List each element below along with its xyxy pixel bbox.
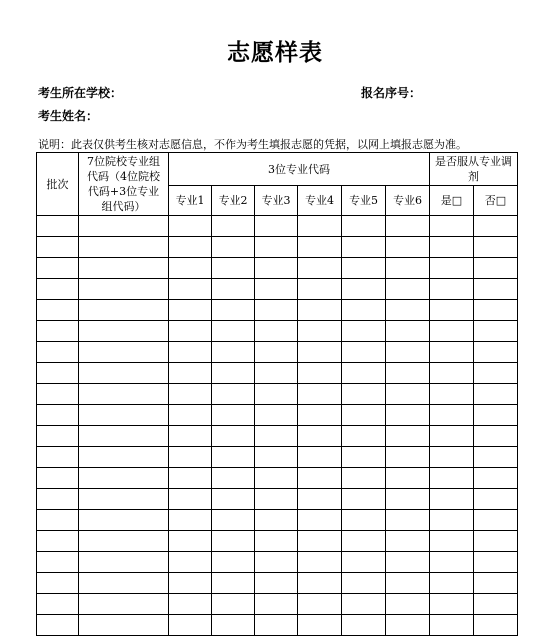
- table-cell: [386, 363, 430, 384]
- table-cell: [342, 468, 386, 489]
- table-cell: [474, 384, 518, 405]
- table-cell: [37, 426, 79, 447]
- table-cell: [79, 447, 169, 468]
- table-cell: [474, 447, 518, 468]
- table-cell: [430, 384, 474, 405]
- table-cell: [298, 573, 342, 594]
- table-cell: [298, 405, 342, 426]
- table-cell: [255, 279, 298, 300]
- table-cell: [474, 216, 518, 237]
- table-cell: [79, 300, 169, 321]
- table-cell: [212, 489, 255, 510]
- table-cell: [298, 216, 342, 237]
- table-row: [37, 363, 518, 384]
- table-cell: [37, 552, 79, 573]
- table-cell: [474, 552, 518, 573]
- registration-number-label: 报名序号：: [361, 86, 422, 100]
- table-cell: [342, 279, 386, 300]
- table-cell: [255, 594, 298, 615]
- table-cell: [255, 363, 298, 384]
- table-cell: [255, 573, 298, 594]
- table-cell: [474, 615, 518, 636]
- table-cell: [342, 258, 386, 279]
- table-cell: [169, 447, 212, 468]
- table-cell: [342, 405, 386, 426]
- table-cell: [79, 384, 169, 405]
- table-cell: [79, 489, 169, 510]
- major-code-header: 3位专业代码: [169, 153, 430, 186]
- table-cell: [212, 405, 255, 426]
- table-cell: [342, 615, 386, 636]
- table-cell: [386, 489, 430, 510]
- table-row: [37, 468, 518, 489]
- table-cell: [169, 615, 212, 636]
- table-cell: [298, 510, 342, 531]
- table-cell: [430, 342, 474, 363]
- table-row: [37, 573, 518, 594]
- table-cell: [342, 216, 386, 237]
- table-cell: [169, 321, 212, 342]
- table-cell: [474, 468, 518, 489]
- table-cell: [37, 216, 79, 237]
- student-name-label: 考生姓名：: [38, 109, 99, 123]
- table-row: [37, 405, 518, 426]
- table-cell: [386, 552, 430, 573]
- table-cell: [212, 279, 255, 300]
- table-cell: [212, 321, 255, 342]
- table-cell: [79, 531, 169, 552]
- table-cell: [342, 342, 386, 363]
- major-6-header: 专业6: [386, 186, 430, 216]
- table-cell: [430, 258, 474, 279]
- table-cell: [474, 573, 518, 594]
- table-cell: [37, 531, 79, 552]
- table-cell: [79, 426, 169, 447]
- table-cell: [298, 615, 342, 636]
- table-cell: [212, 615, 255, 636]
- table-cell: [255, 426, 298, 447]
- table-cell: [430, 468, 474, 489]
- table-cell: [298, 363, 342, 384]
- table-cell: [79, 363, 169, 384]
- table-cell: [298, 321, 342, 342]
- table-row: [37, 384, 518, 405]
- table-cell: [212, 573, 255, 594]
- table-cell: [342, 363, 386, 384]
- table-cell: [169, 300, 212, 321]
- table-cell: [430, 216, 474, 237]
- table-cell: [386, 405, 430, 426]
- table-cell: [386, 237, 430, 258]
- table-row: [37, 531, 518, 552]
- table-cell: [79, 615, 169, 636]
- table-cell: [37, 384, 79, 405]
- table-cell: [474, 426, 518, 447]
- table-cell: [430, 594, 474, 615]
- table-cell: [79, 237, 169, 258]
- table-cell: [37, 237, 79, 258]
- major-3-header: 专业3: [255, 186, 298, 216]
- table-cell: [37, 615, 79, 636]
- table-cell: [212, 258, 255, 279]
- table-cell: [255, 510, 298, 531]
- table-cell: [474, 363, 518, 384]
- table-cell: [169, 405, 212, 426]
- table-cell: [212, 237, 255, 258]
- table-cell: [298, 489, 342, 510]
- table-row: [37, 321, 518, 342]
- table-cell: [37, 279, 79, 300]
- table-row: [37, 552, 518, 573]
- table-cell: [255, 615, 298, 636]
- table-cell: [298, 342, 342, 363]
- table-cell: [386, 216, 430, 237]
- table-cell: [169, 216, 212, 237]
- table-cell: [298, 279, 342, 300]
- table-cell: [342, 300, 386, 321]
- table-cell: [37, 489, 79, 510]
- table-cell: [255, 300, 298, 321]
- table-cell: [212, 510, 255, 531]
- table-cell: [79, 216, 169, 237]
- table-cell: [79, 321, 169, 342]
- table-cell: [79, 594, 169, 615]
- table-row: [37, 237, 518, 258]
- table-cell: [79, 510, 169, 531]
- table-cell: [430, 615, 474, 636]
- no-checkbox-header: 否□: [474, 186, 518, 216]
- table-row: [37, 258, 518, 279]
- table-cell: [255, 405, 298, 426]
- table-cell: [342, 573, 386, 594]
- table-cell: [474, 300, 518, 321]
- table-cell: [37, 468, 79, 489]
- table-cell: [342, 594, 386, 615]
- table-cell: [342, 237, 386, 258]
- table-cell: [255, 342, 298, 363]
- table-cell: [255, 447, 298, 468]
- table-cell: [212, 426, 255, 447]
- major-5-header: 专业5: [342, 186, 386, 216]
- batch-header: 批次: [37, 153, 79, 216]
- table-cell: [298, 237, 342, 258]
- table-cell: [342, 552, 386, 573]
- table-cell: [430, 321, 474, 342]
- table-cell: [169, 426, 212, 447]
- table-cell: [169, 510, 212, 531]
- table-cell: [474, 489, 518, 510]
- note-text: 说明：此表仅供考生核对志愿信息，不作为考生填报志愿的凭据，以网上填报志愿为准。: [38, 138, 467, 151]
- table-cell: [37, 447, 79, 468]
- table-cell: [386, 300, 430, 321]
- table-cell: [430, 531, 474, 552]
- table-row: [37, 447, 518, 468]
- table-cell: [430, 510, 474, 531]
- table-cell: [474, 405, 518, 426]
- table-cell: [37, 342, 79, 363]
- table-cell: [298, 300, 342, 321]
- table-cell: [430, 300, 474, 321]
- table-cell: [37, 594, 79, 615]
- table-cell: [386, 468, 430, 489]
- table-cell: [79, 468, 169, 489]
- major-4-header: 专业4: [298, 186, 342, 216]
- table-cell: [255, 321, 298, 342]
- table-cell: [430, 447, 474, 468]
- table-row: [37, 279, 518, 300]
- table-row: [37, 300, 518, 321]
- table-cell: [169, 552, 212, 573]
- table-cell: [430, 279, 474, 300]
- table-cell: [386, 279, 430, 300]
- table-cell: [79, 573, 169, 594]
- table-cell: [79, 342, 169, 363]
- table-cell: [169, 342, 212, 363]
- table-cell: [298, 594, 342, 615]
- table-cell: [386, 342, 430, 363]
- table-cell: [37, 258, 79, 279]
- table-row: [37, 216, 518, 237]
- table-cell: [37, 300, 79, 321]
- table-cell: [212, 594, 255, 615]
- yes-checkbox-header: 是□: [430, 186, 474, 216]
- table-cell: [255, 216, 298, 237]
- table-cell: [169, 237, 212, 258]
- table-cell: [212, 363, 255, 384]
- table-cell: [430, 552, 474, 573]
- table-cell: [342, 447, 386, 468]
- table-cell: [342, 384, 386, 405]
- table-cell: [386, 426, 430, 447]
- table-cell: [386, 447, 430, 468]
- table-cell: [298, 531, 342, 552]
- table-row: [37, 615, 518, 636]
- table-cell: [169, 363, 212, 384]
- table-cell: [169, 279, 212, 300]
- table-cell: [474, 237, 518, 258]
- table-cell: [298, 552, 342, 573]
- table-cell: [255, 489, 298, 510]
- table-row: [37, 426, 518, 447]
- table-cell: [386, 573, 430, 594]
- table-cell: [169, 258, 212, 279]
- table-cell: [298, 426, 342, 447]
- table-cell: [298, 468, 342, 489]
- table-cell: [37, 510, 79, 531]
- table-cell: [255, 552, 298, 573]
- table-cell: [37, 321, 79, 342]
- table-cell: [474, 510, 518, 531]
- table-cell: [342, 426, 386, 447]
- table-cell: [255, 237, 298, 258]
- obey-adjustment-header: 是否服从专业调剂: [430, 153, 518, 186]
- table-cell: [169, 594, 212, 615]
- table-cell: [342, 531, 386, 552]
- table-cell: [255, 531, 298, 552]
- major-2-header: 专业2: [212, 186, 255, 216]
- table-cell: [255, 468, 298, 489]
- volunteer-form-table: [36, 152, 518, 636]
- table-cell: [79, 279, 169, 300]
- table-cell: [386, 321, 430, 342]
- table-cell: [430, 363, 474, 384]
- table-cell: [474, 594, 518, 615]
- table-cell: [342, 510, 386, 531]
- table-cell: [430, 405, 474, 426]
- table-cell: [212, 384, 255, 405]
- table-cell: [212, 468, 255, 489]
- table-cell: [37, 573, 79, 594]
- table-cell: [37, 405, 79, 426]
- table-cell: [212, 447, 255, 468]
- table-cell: [386, 615, 430, 636]
- table-cell: [474, 321, 518, 342]
- table-cell: [255, 258, 298, 279]
- table-cell: [79, 405, 169, 426]
- table-cell: [298, 258, 342, 279]
- school-label: 考生所在学校：: [38, 86, 123, 100]
- page-title: 志愿样表: [227, 39, 323, 66]
- table-cell: [37, 363, 79, 384]
- table-cell: [386, 384, 430, 405]
- table-cell: [386, 594, 430, 615]
- header-row: [37, 153, 518, 186]
- table-cell: [430, 237, 474, 258]
- table-cell: [298, 447, 342, 468]
- table-cell: [255, 384, 298, 405]
- table-cell: [430, 426, 474, 447]
- table-cell: [79, 258, 169, 279]
- table-cell: [386, 531, 430, 552]
- table-cell: [298, 384, 342, 405]
- table-cell: [474, 531, 518, 552]
- group-code-header: 7位院校专业组代码（4位院校代码+3位专业组代码）: [79, 153, 169, 216]
- table-cell: [342, 321, 386, 342]
- table-cell: [342, 489, 386, 510]
- table-cell: [212, 552, 255, 573]
- table-cell: [169, 573, 212, 594]
- table-cell: [79, 552, 169, 573]
- table-row: [37, 342, 518, 363]
- table-cell: [212, 531, 255, 552]
- table-cell: [430, 573, 474, 594]
- table-cell: [169, 468, 212, 489]
- table-cell: [169, 489, 212, 510]
- table-row: [37, 489, 518, 510]
- table-row: [37, 594, 518, 615]
- table-cell: [212, 300, 255, 321]
- table-cell: [212, 216, 255, 237]
- table-cell: [212, 342, 255, 363]
- table-cell: [430, 489, 474, 510]
- table-cell: [474, 279, 518, 300]
- table-cell: [474, 342, 518, 363]
- table-cell: [474, 258, 518, 279]
- table-cell: [169, 531, 212, 552]
- major-1-header: 专业1: [169, 186, 212, 216]
- table-cell: [169, 384, 212, 405]
- table-row: [37, 510, 518, 531]
- table-cell: [386, 258, 430, 279]
- table-cell: [386, 510, 430, 531]
